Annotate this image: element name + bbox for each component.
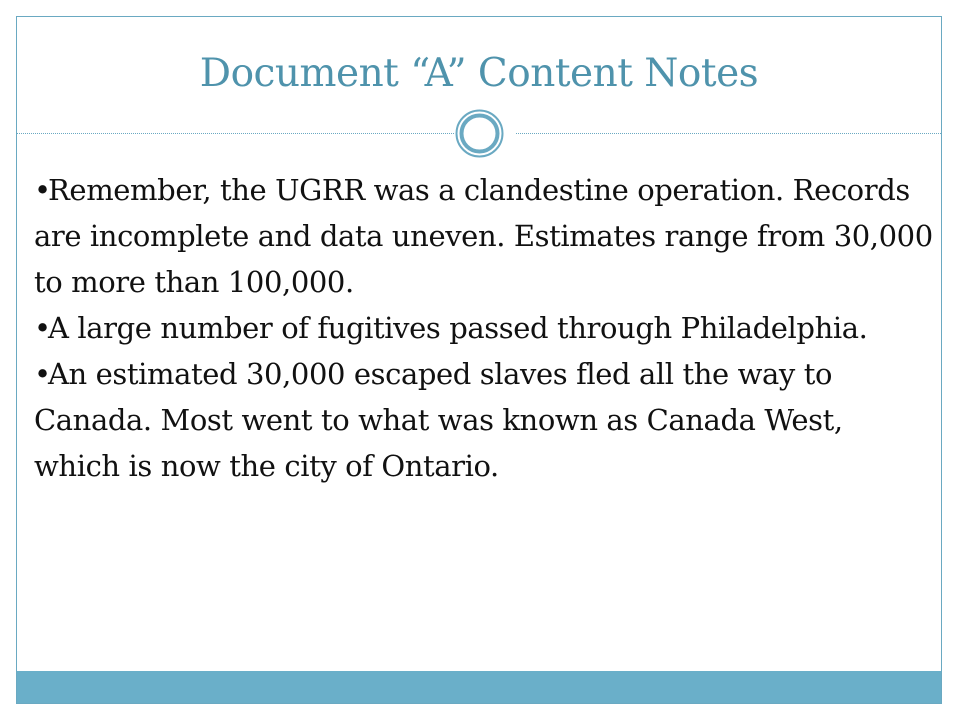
bullet-item-3 <box>34 351 934 489</box>
bullet-marker: • <box>34 357 51 391</box>
bullet-text: A large number of fugitives passed through Philadelphia. <box>48 311 868 345</box>
bullet-item-1 <box>34 167 934 305</box>
title-divider-left <box>17 133 454 134</box>
circle-ring-ornament-icon <box>454 108 505 159</box>
title-divider-right <box>516 133 941 134</box>
bullet-list <box>34 167 934 489</box>
bullet-item-2 <box>34 305 934 351</box>
slide-title: Document “A” Content Notes <box>199 51 759 96</box>
bottom-accent-band <box>17 671 941 703</box>
bullet-marker: • <box>34 311 51 345</box>
bullet-marker: • <box>34 173 51 207</box>
bullet-text: Remember, the UGRR was a clandestine operation. Records are incomplete and data uneven. Estimates range from 30,000 to more than 100,000. <box>34 173 933 299</box>
bullet-text: An estimated 30,000 escaped slaves fled all the way to Canada. Most went to what was known as Canada West, which is now the city of Ontario. <box>34 357 843 483</box>
